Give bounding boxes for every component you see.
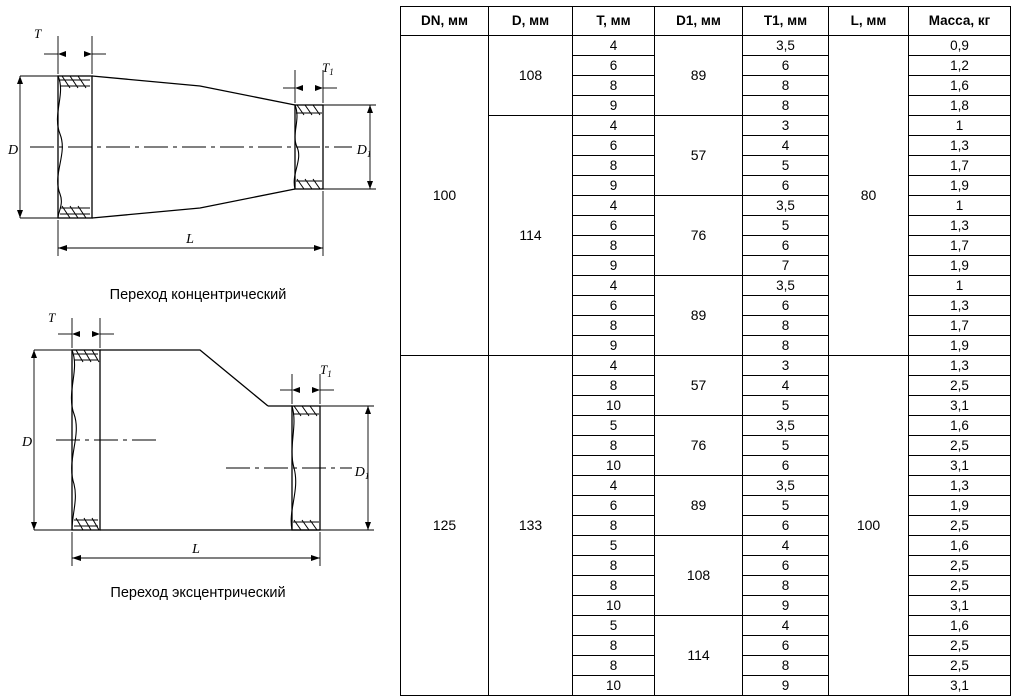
- cell-d1: 89: [655, 36, 743, 116]
- cell-t1: 4: [743, 136, 829, 156]
- cell-t: 8: [573, 156, 655, 176]
- cell-t: 10: [573, 596, 655, 616]
- cell-t1: 8: [743, 656, 829, 676]
- cell-t1: 3: [743, 356, 829, 376]
- cell-mass: 1,9: [909, 176, 1011, 196]
- cell-mass: 1,6: [909, 76, 1011, 96]
- cell-mass: 2,5: [909, 656, 1011, 676]
- cell-t1: 8: [743, 76, 829, 96]
- table-row: [401, 36, 1011, 56]
- header-t: T, мм: [573, 7, 655, 36]
- cell-t1: 6: [743, 176, 829, 196]
- cell-mass: 1,7: [909, 316, 1011, 336]
- cell-mass: 1,7: [909, 236, 1011, 256]
- cell-t: 6: [573, 136, 655, 156]
- cell-t1: 3,5: [743, 416, 829, 436]
- header-l: L, мм: [829, 7, 909, 36]
- cell-t1: 3: [743, 116, 829, 136]
- cell-t1: 6: [743, 516, 829, 536]
- label-T1-concentric: $T_1$: [322, 60, 334, 77]
- cell-d1: 57: [655, 356, 743, 416]
- cell-mass: 1,6: [909, 536, 1011, 556]
- cell-t: 6: [573, 216, 655, 236]
- concentric-reducer-drawing: [0, 8, 396, 288]
- cell-mass: 1,6: [909, 616, 1011, 636]
- cell-t1: 5: [743, 436, 829, 456]
- cell-t: 4: [573, 476, 655, 496]
- cell-t: 8: [573, 656, 655, 676]
- label-T-concentric: T: [34, 26, 42, 41]
- cell-t: 8: [573, 576, 655, 596]
- cell-t: 4: [573, 276, 655, 296]
- cell-t1: 3,5: [743, 36, 829, 56]
- cell-t: 8: [573, 636, 655, 656]
- cell-t1: 5: [743, 396, 829, 416]
- header-dn: DN, мм: [401, 7, 489, 36]
- cell-mass: 1,3: [909, 476, 1011, 496]
- header-t1: T1, мм: [743, 7, 829, 36]
- cell-t1: 9: [743, 596, 829, 616]
- spec-table: [400, 6, 1011, 696]
- cell-mass: 1,6: [909, 416, 1011, 436]
- cell-d1: 108: [655, 536, 743, 616]
- cell-t: 8: [573, 556, 655, 576]
- cell-t: 10: [573, 396, 655, 416]
- cell-mass: 1: [909, 196, 1011, 216]
- cell-t1: 8: [743, 316, 829, 336]
- table-row: [401, 356, 1011, 376]
- cell-t1: 8: [743, 96, 829, 116]
- cell-l: 80: [829, 36, 909, 356]
- cell-t1: 4: [743, 536, 829, 556]
- label-D-concentric: D: [7, 143, 19, 158]
- cell-t: 8: [573, 376, 655, 396]
- cell-d1: 89: [655, 276, 743, 356]
- cell-mass: 3,1: [909, 596, 1011, 616]
- table-row: [401, 116, 1011, 136]
- cell-t: 9: [573, 256, 655, 276]
- header-mass: Масса, кг: [909, 7, 1011, 36]
- cell-t1: 5: [743, 496, 829, 516]
- cell-t: 4: [573, 36, 655, 56]
- cell-t1: 3,5: [743, 196, 829, 216]
- cell-mass: 1,3: [909, 216, 1011, 236]
- cell-t: 10: [573, 676, 655, 696]
- cell-mass: 1,8: [909, 96, 1011, 116]
- cell-t1: 6: [743, 636, 829, 656]
- table-header-row: [401, 7, 1011, 36]
- cell-t: 8: [573, 316, 655, 336]
- cell-t1: 6: [743, 236, 829, 256]
- cell-mass: 1: [909, 276, 1011, 296]
- cell-t1: 4: [743, 376, 829, 396]
- cell-mass: 2,5: [909, 376, 1011, 396]
- cell-t: 9: [573, 96, 655, 116]
- cell-mass: 2,5: [909, 636, 1011, 656]
- cell-t: 9: [573, 336, 655, 356]
- cell-mass: 1: [909, 116, 1011, 136]
- cell-t: 8: [573, 236, 655, 256]
- cell-t1: 5: [743, 216, 829, 236]
- label-L-eccentric: L: [192, 542, 200, 557]
- cell-t1: 8: [743, 336, 829, 356]
- cell-d: 114: [489, 116, 573, 356]
- cell-t1: 3,5: [743, 276, 829, 296]
- cell-d1: 76: [655, 416, 743, 476]
- cell-t: 6: [573, 296, 655, 316]
- cell-mass: 3,1: [909, 456, 1011, 476]
- cell-l: 100: [829, 356, 909, 696]
- cell-dn: 125: [401, 356, 489, 696]
- label-L-concentric: L: [186, 232, 194, 247]
- cell-t1: 3,5: [743, 476, 829, 496]
- cell-t: 8: [573, 436, 655, 456]
- cell-t1: 5: [743, 156, 829, 176]
- cell-d1: 89: [655, 476, 743, 536]
- cell-t1: 6: [743, 556, 829, 576]
- cell-t: 4: [573, 116, 655, 136]
- cell-t: 6: [573, 56, 655, 76]
- cell-d: 108: [489, 36, 573, 116]
- label-D1-eccentric: $D_1$: [354, 465, 370, 481]
- eccentric-reducer-drawing: [0, 310, 396, 598]
- cell-mass: 1,3: [909, 296, 1011, 316]
- cell-mass: 1,9: [909, 496, 1011, 516]
- cell-t1: 7: [743, 256, 829, 276]
- cell-t: 8: [573, 516, 655, 536]
- cell-t: 6: [573, 496, 655, 516]
- cell-t1: 9: [743, 676, 829, 696]
- header-d: D, мм: [489, 7, 573, 36]
- cell-t1: 4: [743, 616, 829, 636]
- cell-t1: 6: [743, 56, 829, 76]
- label-T1-eccentric: $T_1$: [320, 362, 332, 379]
- cell-mass: 1,3: [909, 136, 1011, 156]
- cell-mass: 1,3: [909, 356, 1011, 376]
- cell-d1: 114: [655, 616, 743, 696]
- cell-d1: 57: [655, 116, 743, 196]
- cell-mass: 2,5: [909, 516, 1011, 536]
- cell-t: 5: [573, 536, 655, 556]
- cell-mass: 1,9: [909, 256, 1011, 276]
- cell-d1: 76: [655, 196, 743, 276]
- cell-t: 4: [573, 356, 655, 376]
- cell-mass: 1,2: [909, 56, 1011, 76]
- spec-table-wrapper: [400, 6, 1010, 696]
- label-D1-concentric: $D_1$: [356, 143, 372, 159]
- label-T-eccentric: T: [48, 310, 56, 325]
- cell-t: 5: [573, 616, 655, 636]
- cell-mass: 2,5: [909, 556, 1011, 576]
- cell-t1: 6: [743, 296, 829, 316]
- cell-t1: 6: [743, 456, 829, 476]
- cell-mass: 2,5: [909, 436, 1011, 456]
- cell-t: 8: [573, 76, 655, 96]
- cell-mass: 1,9: [909, 336, 1011, 356]
- cell-t: 5: [573, 416, 655, 436]
- cell-t: 9: [573, 176, 655, 196]
- cell-t: 10: [573, 456, 655, 476]
- cell-mass: 3,1: [909, 676, 1011, 696]
- cell-mass: 2,5: [909, 576, 1011, 596]
- header-d1: D1, мм: [655, 7, 743, 36]
- eccentric-reducer-caption: Переход эксцентрический: [110, 585, 286, 601]
- label-D-eccentric: D: [21, 435, 33, 450]
- concentric-reducer-caption: Переход концентрический: [109, 287, 287, 303]
- cell-mass: 1,7: [909, 156, 1011, 176]
- cell-mass: 0,9: [909, 36, 1011, 56]
- cell-mass: 3,1: [909, 396, 1011, 416]
- cell-d: 133: [489, 356, 573, 696]
- cell-t: 4: [573, 196, 655, 216]
- cell-dn: 100: [401, 36, 489, 356]
- cell-t1: 8: [743, 576, 829, 596]
- drawings-panel: [0, 0, 396, 653]
